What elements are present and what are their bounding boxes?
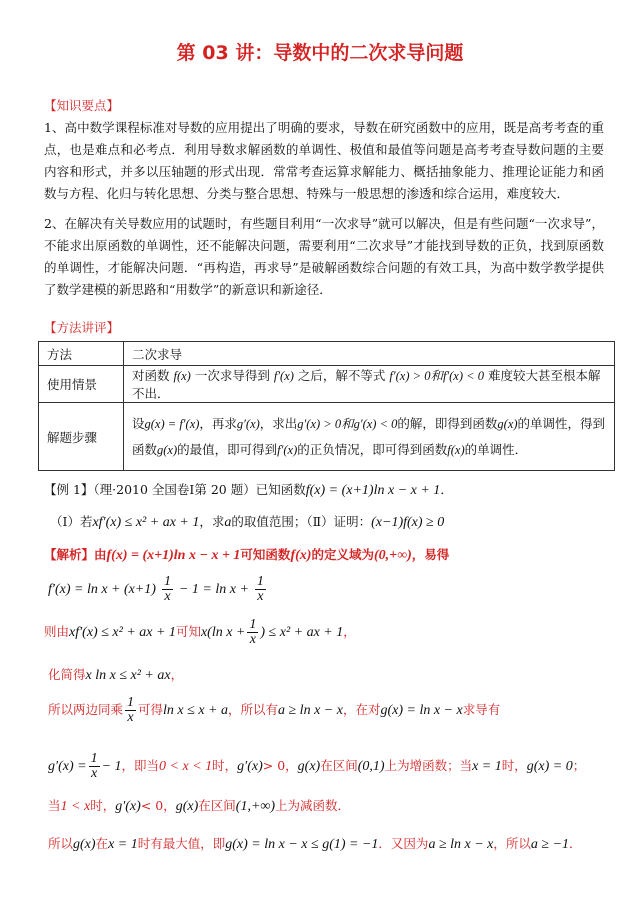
text: 对函数 <box>132 368 170 383</box>
denominator: x <box>257 589 264 604</box>
text: 之后，解不等式 <box>297 368 386 383</box>
text: 在 <box>95 836 109 851</box>
text: 的最值，即可得到 <box>177 441 278 457</box>
denominator: x <box>164 589 171 604</box>
math-gfunction: g(x) = ln x − x <box>380 703 463 718</box>
math-expression: − 1 <box>101 759 122 774</box>
solution-line-7 <box>48 796 350 815</box>
text: 则由 <box>44 624 70 639</box>
fraction <box>125 696 136 725</box>
text: ，易得 <box>411 547 450 562</box>
math-gx: g(x) <box>497 416 518 431</box>
numerator: 1 <box>90 751 98 766</box>
solution-line-4 <box>48 665 183 684</box>
method-label: 方法 <box>39 342 124 366</box>
math-eq: x = 1 <box>472 759 502 774</box>
math-inequality: xf′(x) ≤ x² + ax + 1 <box>69 625 176 640</box>
math-gx: g(x) <box>297 759 321 774</box>
text: 可知 <box>175 624 201 639</box>
text: ，求 <box>199 514 225 529</box>
text: ，所以有 <box>227 702 278 717</box>
numerator: 1 <box>163 574 171 589</box>
text: （Ⅰ）若 <box>50 514 93 529</box>
text: 的单调性，得到函数 <box>132 415 606 457</box>
steps-content <box>124 403 615 471</box>
math-eq: x = 1 <box>108 837 138 852</box>
solution-line-6 <box>48 752 585 781</box>
text: ，即当 <box>121 758 160 773</box>
math-expression: x(ln x + <box>200 625 246 640</box>
math-fx: f(x) <box>447 442 465 457</box>
text: < 0， <box>140 798 176 813</box>
method-table <box>38 341 615 471</box>
table-row <box>39 342 615 366</box>
numerator: 1 <box>256 574 264 589</box>
text: 当 <box>48 798 61 813</box>
text: 上为减函数． <box>275 798 351 813</box>
math-var: a <box>224 515 232 530</box>
math-eq: g(x) = 0 <box>526 759 573 774</box>
text: ，再求 <box>199 415 237 431</box>
math-fx: f(x) <box>173 369 191 383</box>
text: 时， <box>212 758 238 773</box>
math-gpx: g′(x) <box>115 799 141 814</box>
numerator: 1 <box>249 617 257 632</box>
fraction <box>89 752 100 781</box>
math-gpx: g′(x) <box>237 759 263 774</box>
page-title: 第 03 讲：导数中的二次求导问题 <box>176 42 464 64</box>
math-fpx: f′(x) <box>277 442 298 457</box>
scenario-content <box>124 366 615 403</box>
example-questions <box>50 512 444 531</box>
math-gdef: g(x) = f′(x) <box>144 416 200 431</box>
text: ，求出 <box>259 415 298 431</box>
text: ．又因为 <box>378 836 429 851</box>
text: 【解析】由 <box>44 547 107 562</box>
table-row <box>39 366 615 403</box>
text: ． <box>569 836 582 851</box>
math-inequality: a ≥ ln x − x <box>428 837 494 852</box>
math-inequality: xf′(x) ≤ x² + ax + 1 <box>92 515 200 530</box>
math-range: 0 < x < 1 <box>159 759 213 774</box>
numerator: 1 <box>127 695 135 710</box>
solution-line-1 <box>44 545 449 564</box>
text: ， <box>343 624 356 639</box>
text: > 0， <box>262 758 298 773</box>
math-gpx: g′(x) <box>236 416 260 431</box>
math-range: 1 < x <box>60 799 91 814</box>
math-gx: g(x) <box>157 442 178 457</box>
math-inequality: a ≥ ln x − x <box>278 703 343 718</box>
text: 设 <box>132 415 145 431</box>
text: ； <box>572 758 586 773</box>
math-derivative: f′(x) = ln x + (x+1) <box>48 582 156 597</box>
knowledge-paragraph-1: 1、高中数学课程标准对导数的应用提出了明确的要求，导数在研究函数中的应用，既是高考考查的重点，也是难点和必考点．利用导数求解函数的单调性、极值和最值等问题是高考考查导数问题的主要内容和形式，并多以压轴题的形式出现．常常考查运算求解能力、概括抽象能力、推理论证能力和函数与方程、化归与转化思想、分类与整合思想、特殊与一般思想的渗透和综合运用，难度较大． <box>44 120 604 201</box>
math-function: f(x) = (x+1)ln x − x + 1 <box>305 483 441 498</box>
denominator: x <box>249 632 256 647</box>
fraction <box>247 618 258 647</box>
fraction <box>162 575 173 604</box>
text: ． <box>440 482 453 497</box>
table-row <box>39 403 615 471</box>
text: ， <box>170 667 184 682</box>
text: 上为增函数；当 <box>384 758 473 773</box>
text: 的正负情况，即可得到函数 <box>297 441 448 457</box>
text: 的单调性． <box>464 441 528 457</box>
section-method-header: 【方法讲评】 <box>44 320 120 335</box>
text: 的定义域为 <box>311 547 374 562</box>
section-knowledge-header: 【知识要点】 <box>44 98 120 113</box>
text: 所以 <box>48 836 74 851</box>
math-inequality: (x−1)f(x) ≥ 0 <box>371 515 445 530</box>
text: 难度较大甚至根本解不出． <box>132 368 601 401</box>
text: 可得 <box>138 702 164 717</box>
math-interval: (0,1) <box>357 759 385 774</box>
text: 【例 1】（理·2010 全国卷Ⅰ第 20 题）已知函数 <box>44 482 306 497</box>
math-inequality: x ln x ≤ x² + ax <box>85 668 171 683</box>
fraction <box>255 575 266 604</box>
math-inequality: g′(x) > 0和g′(x) < 0 <box>297 416 398 431</box>
text: 化简得 <box>48 667 86 682</box>
text: 所以两边同乘 <box>48 702 124 717</box>
example-heading <box>44 480 453 499</box>
text: 时， <box>90 798 116 813</box>
text: 在区间 <box>198 798 236 813</box>
solution-line-5 <box>48 696 500 725</box>
denominator: x <box>127 710 134 725</box>
text: 的解，即得到函数 <box>397 415 498 431</box>
math-derivative: − 1 = ln x + <box>178 582 249 597</box>
text: 时， <box>501 758 527 773</box>
text: ，所以 <box>493 836 531 851</box>
denominator: x <box>90 766 98 781</box>
math-expression: g′(x) = <box>48 759 87 774</box>
math-inequality: f′(x) > 0和f′(x) < 0 <box>389 369 484 383</box>
method-content: 二次求导 <box>124 342 615 366</box>
steps-label: 解题步骤 <box>39 403 124 471</box>
math-inequality: ln x ≤ x + a <box>163 703 228 718</box>
text: ，在对 <box>342 702 381 717</box>
solution-line-2 <box>48 575 268 604</box>
solution-line-8 <box>48 834 582 853</box>
math-eq: g(x) = ln x − x ≤ g(1) = −1 <box>225 837 379 852</box>
text: 时有最大值，即 <box>137 836 226 851</box>
math-expression: ) ≤ x² + ax + 1 <box>260 625 344 640</box>
math-domain: (0,+∞) <box>373 548 412 563</box>
solution-line-3 <box>44 618 356 647</box>
text: 的取值范围；（Ⅱ）证明： <box>231 514 372 529</box>
text: 一次求导得到 <box>194 368 270 383</box>
text: 在区间 <box>320 758 358 773</box>
math-gx: g(x) <box>175 799 199 814</box>
math-gx: g(x) <box>73 837 96 852</box>
math-function: f(x) = (x+1)ln x − x + 1 <box>106 548 241 563</box>
math-fpx: f′(x) <box>273 369 294 383</box>
knowledge-paragraph-2: 2、在解决有关导数应用的试题时，有些题目利用“一次求导”就可以解决，但是有些问题“一次求导”，不能求出原函数的单调性，还不能解决问题，需要利用“二次求导”才能找到导数的正负，找到原函数的单调性，才能解决问题．“再构造，再求导”是破解函数综合问题的有效工具，为高中数学教学提供了数学建模的新思路和“用数学”的新意识和新途径． <box>44 216 604 297</box>
text: 可知函数 <box>240 547 291 562</box>
math-interval: (1,+∞) <box>235 799 276 814</box>
scenario-label: 使用情景 <box>39 366 124 403</box>
math-result: a ≥ −1 <box>530 837 570 852</box>
math-fx: f(x) <box>290 548 312 563</box>
text: 求导有 <box>462 702 501 717</box>
